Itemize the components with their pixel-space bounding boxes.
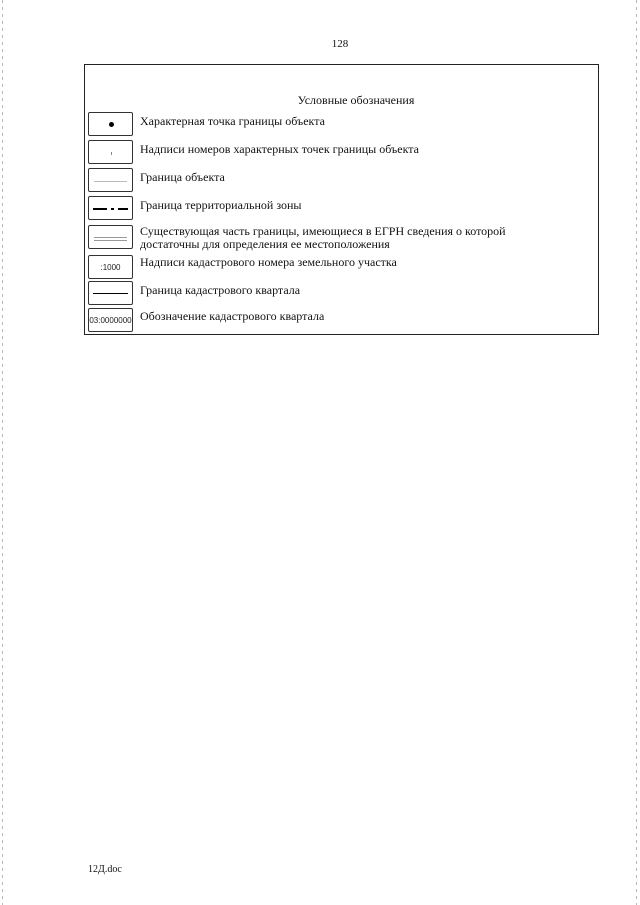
cadastral-quarter-label-symbol [88, 308, 133, 332]
legend-table [84, 64, 599, 335]
legend-title: Условные обозначения [297, 93, 415, 107]
page-edge-left [2, 0, 3, 905]
legend-label: Граница территориальной зоны [140, 198, 302, 212]
territorial-zone-symbol [88, 196, 133, 220]
legend-row-object-boundary [85, 168, 597, 194]
legend-row-existing-boundary [85, 222, 597, 252]
swatch-text: :1000 [100, 263, 121, 272]
legend-row-point-number [85, 140, 597, 166]
footer-filename: 12Д.doc [88, 864, 122, 875]
legend-row-cadastral-quarter-label [85, 308, 597, 334]
legend-row-point [85, 112, 597, 138]
point-number-symbol [88, 140, 133, 164]
cadastral-quarter-line-symbol [88, 281, 133, 305]
object-boundary-symbol [88, 168, 133, 192]
legend-label: Граница кадастрового квартала [140, 283, 301, 297]
legend-row-cadastral-quarter-boundary [85, 281, 597, 307]
legend-label: Существующая часть границы, имеющиеся в ЕГРН сведения о которой достаточны для определения ее местоположения [140, 224, 506, 251]
legend-label: Граница объекта [140, 170, 225, 184]
legend-label: Надписи кадастрового номера земельного участка [140, 255, 397, 269]
existing-boundary-symbol [88, 225, 133, 249]
legend-row-territorial-zone [85, 196, 597, 222]
page-edge-right [636, 0, 637, 905]
legend-label: Надписи номеров характерных точек границы объекта [140, 142, 419, 156]
cadastral-number-symbol [88, 255, 133, 279]
page-number: 128 [331, 38, 349, 50]
point-dot-symbol [88, 112, 133, 136]
legend-label: Характерная точка границы объекта [140, 114, 325, 128]
legend-label: Обозначение кадастрового квартала [140, 309, 325, 323]
swatch-text: 03:0000000 [89, 316, 132, 325]
legend-row-cadastral-number [85, 255, 597, 281]
